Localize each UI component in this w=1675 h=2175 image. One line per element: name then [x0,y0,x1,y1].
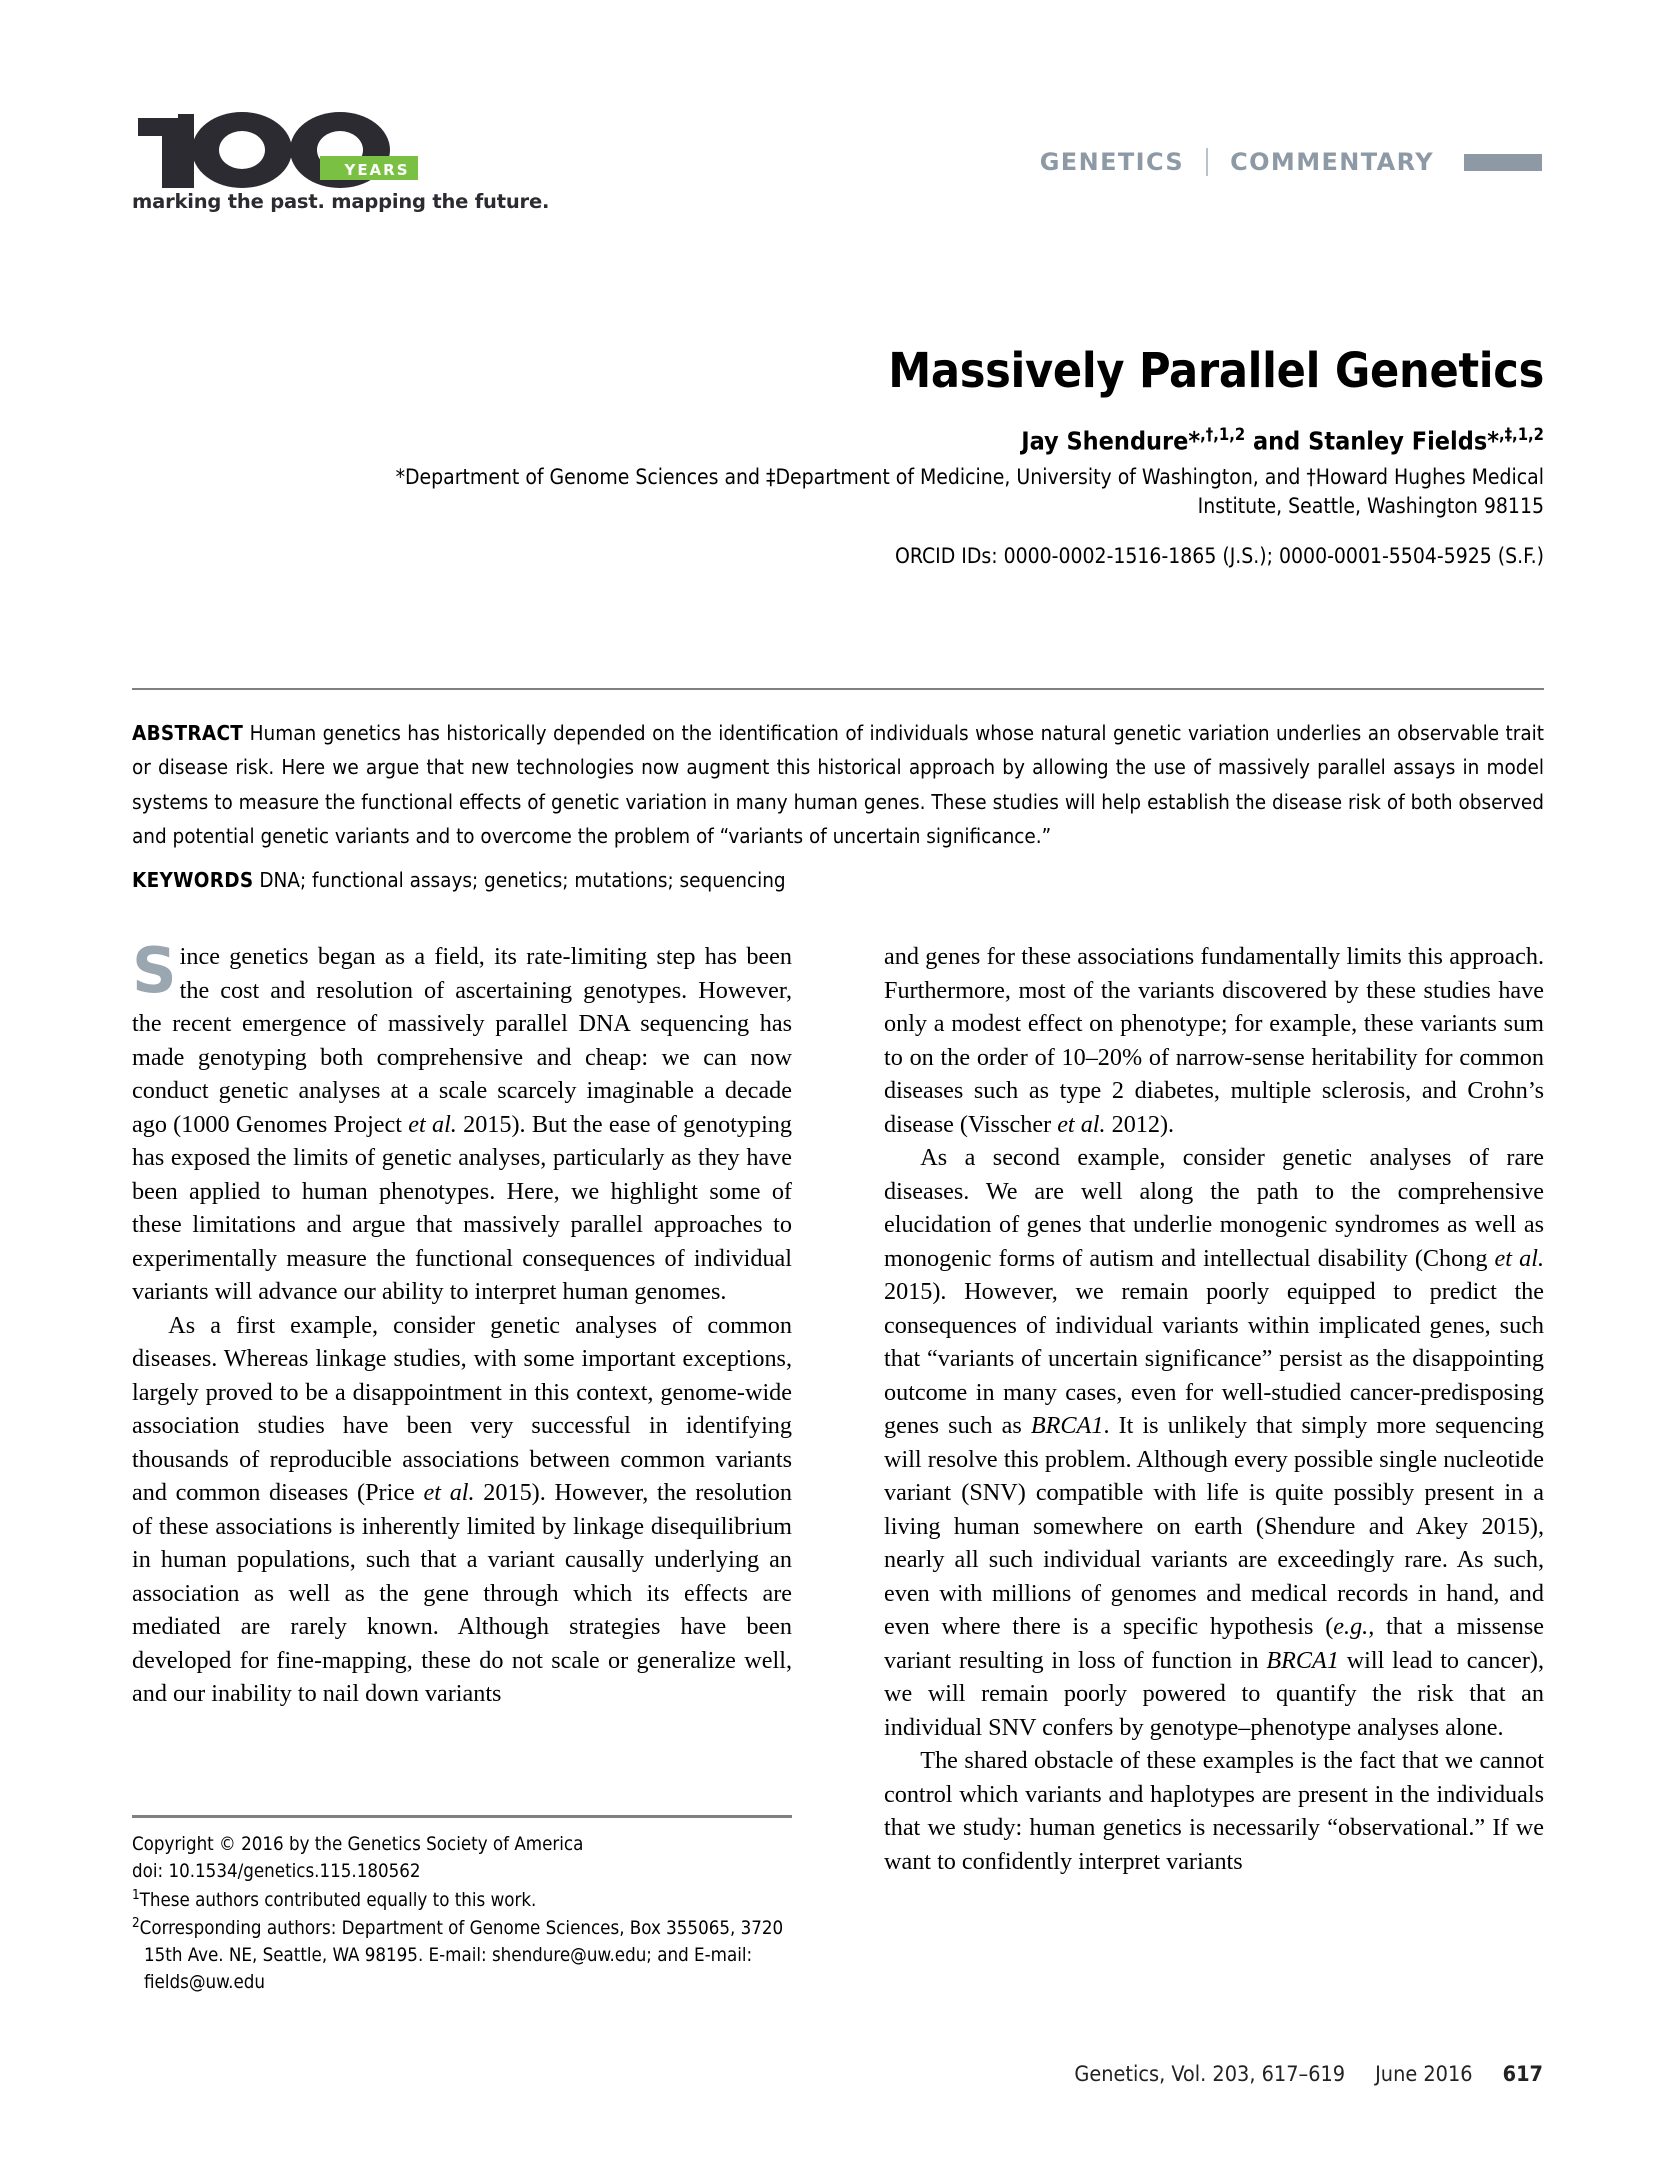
footer-citation: Genetics, Vol. 203, 617–619 [1074,2062,1346,2087]
abstract-label: ABSTRACT [132,721,244,745]
footer-issue-date: June 2016 [1375,2062,1473,2087]
paragraph-left-1-text: ince genetics began as a field, its rate-limiting step has been the cost and resolution of ascertaining genotypes. However, the recent emergence of massively parallel DNA sequencing has made genotyping both comprehensive and cheap: we can now conduct genetic analyses at a scale scarcely imaginable a decade ago (1000 Genomes Project et al. 2015). But the ease of genotyping has exposed the limits of genetic analyses, particularly as they have been applied to human phenotypes. Here, we highlight some of these limitations and argue that massively parallel approaches to experimentally measure the functional consequences of individual variants will advance our ability to interpret human genomes. [132,943,792,1306]
affiliation-line-1: *Department of Genome Sciences and ‡Department of Medicine, University of Washington, and †Howard Hughes Medical [395,464,1544,489]
page-title: Massively Parallel Genetics [888,343,1544,399]
body-column-left [132,934,792,1711]
footnotes-block [132,1832,804,1997]
author-1-affiliation-marks: ,†,1,2 [1200,424,1246,444]
author-list [132,424,1544,458]
author-joiner: and [1245,426,1309,456]
abstract-text: Human genetics has historically depended on the identification of individuals whose natural genetic variation underlies an observable trait or disease risk. Here we argue that new technologies now augment this historical approach by allowing the use of massively parallel assays in model systems to measure the functional effects of genetic variation in many human genes. These studies will help establish the disease risk of both observed and potential genetic variants and to overcome the problem of “variants of uncertain significance.” [132,721,1544,849]
logo-tagline: marking the past. mapping the future. [132,190,550,213]
title-block [132,345,1544,568]
footnote-2-marker: 2 [132,1916,140,1932]
journal-header [1040,148,1542,176]
footnote-1 [132,1886,804,1915]
paragraph-right-1: and genes for these associations fundamentally limits this approach. Furthermore, most of the variants discovered by these studies have only a modest effect on phenotype; for example, these variants sum to on the order of 10–20% of narrow-sense heritability for common diseases such as type 2 diabetes, multiple sclerosis, and Crohn’s disease (Visscher et al. 2012). [884,943,1544,1138]
paragraph-right-2: As a second example, consider genetic analyses of rare diseases. We are well along the path to the comprehensive elucidation of genes that underlie monogenic syndromes as well as monogenic forms of autism and intellectual disability (Chong et al. 2015). However, we remain poorly equipped to predict the consequences of individual variants within implicated genes, such that “variants of uncertain significance” persist as the disappointing outcome in many cases, even for well-studied cancer-predisposing genes such as BRCA1. It is unlikely that simply more sequencing will resolve this problem. Although every possible single nucleotide variant (SNV) compatible with life is quite possibly present in a living human somewhere on earth (Shendure and Akey 2015), nearly all such individual variants are exceedingly rare. As such, even with millions of genomes and medical records in hand, and even where there is a specific hypothesis (e.g., that a missense variant resulting in loss of function in BRCA1 will lead to cancer), we will remain poorly powered to quantify the risk that an individual SNV confers by genotype–phenotype analyses alone. [884,1144,1545,1741]
abstract-block [132,716,1544,854]
footnote-2 [132,1914,804,1996]
drop-cap: S [132,934,177,1007]
keywords-label: KEYWORDS [132,868,254,892]
masthead [132,100,1542,230]
journal-section-label: COMMENTARY [1230,148,1434,176]
paragraph-right-3: The shared obstacle of these examples is the fact that we cannot control which variants and haplotypes are present in the individuals that we study: human genetics is necessarily “observational.” If we want to confidently interpret variants [884,1747,1544,1875]
author-name-2: Stanley Fields* [1308,426,1499,456]
logo-years-badge-label: YEARS [344,161,410,179]
keywords-block [132,868,1544,892]
author-2-affiliation-marks: ,‡,1,2 [1499,424,1544,444]
keywords-text: DNA; functional assays; genetics; mutations; sequencing [259,868,786,892]
footnote-doi: doi: 10.1534/genetics.115.180562 [132,1860,421,1882]
body-column-right [884,940,1544,1878]
paragraph-left-2: As a first example, consider genetic analyses of common diseases. Whereas linkage studies, with some important exceptions, largely proved to be a disappointment in this context, genome-wide association studies have been very successful in identifying thousands of reproducible associations between common variants and common diseases (Price et al. 2015). However, the resolution of these associations is inherently limited by linkage disequilibrium in human populations, such that a variant causally underlying an association as well as the gene through which its effects are mediated are rarely known. Although strategies have been developed for fine-mapping, these do not scale or generalize well, and our inability to nail down variants [132,1311,792,1708]
footnote-rule [132,1815,792,1818]
footnote-2-text: Corresponding authors: Department of Genome Sciences, Box 355065, 3720 15th Ave. NE, Seattle, WA 98195. E-mail: shendure@uw.edu; and E-mail: fields@uw.edu [139,1918,784,1994]
footnote-1-text: These authors contributed equally to this work. [139,1889,537,1911]
footer-page-number: 617 [1502,2062,1543,2087]
footnote-1-marker: 1 [132,1887,140,1903]
author-name-1: Jay Shendure* [1021,426,1201,456]
centennial-logo [132,100,550,213]
paragraph-left-1 [132,934,792,1309]
journal-divider [1206,148,1208,176]
affiliation-line-2: Institute, Seattle, Washington 98115 [1197,494,1544,519]
orcid-ids: ORCID IDs: 0000-0002-1516-1865 (J.S.); 0000-0001-5504-5925 (S.F.) [895,544,1544,569]
footnote-copyright: Copyright © 2016 by the Genetics Society of America [132,1834,584,1855]
journal-accent-bar [1464,154,1542,171]
page-footer [1074,2062,1543,2087]
abstract-top-rule [132,688,1544,690]
logo-100-mark [132,100,432,188]
journal-name: GENETICS [1039,148,1185,176]
